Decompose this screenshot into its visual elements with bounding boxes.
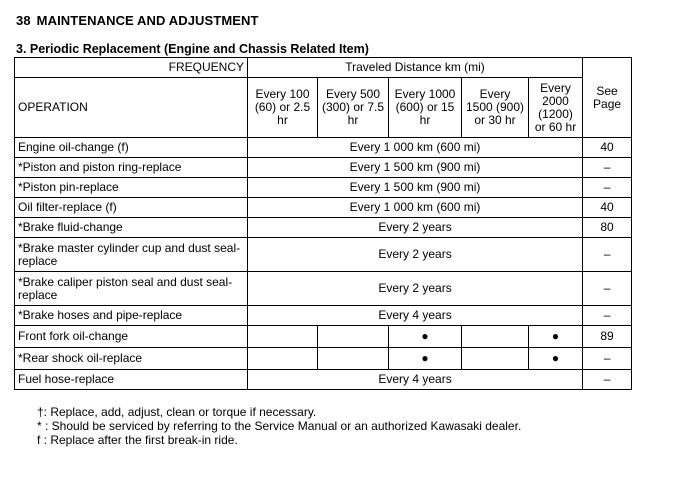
- page-cell: –: [583, 370, 632, 390]
- mark-cell: [318, 326, 389, 348]
- mark-cell: [462, 326, 529, 348]
- bullet-mark: ●: [389, 348, 462, 370]
- schedule-cell: Every 2 years: [248, 218, 583, 238]
- mark-cell: [248, 348, 318, 370]
- page-number: 38: [16, 13, 31, 28]
- page-title: MAINTENANCE AND ADJUSTMENT: [36, 13, 259, 28]
- operation-cell: *Brake caliper piston seal and dust seal-replace: [15, 272, 248, 306]
- footnote: †: Replace, add, adjust, clean or torque if necessary.: [37, 405, 317, 419]
- footnote: * : Should be serviced by referring to the Service Manual or an authorized Kawasaki dealer.: [37, 419, 522, 433]
- operation-cell: Oil filter-replace (f): [15, 198, 248, 218]
- mark-cell: [318, 348, 389, 370]
- table-row: [15, 370, 632, 390]
- table-row: [15, 218, 632, 238]
- page-cell: 89: [583, 326, 632, 348]
- schedule-cell: Every 4 years: [248, 370, 583, 390]
- section-title: 3. Periodic Replacement (Engine and Chassis Related Item): [16, 42, 369, 56]
- page-cell: 40: [583, 138, 632, 158]
- operation-cell: *Piston pin-replace: [15, 178, 248, 198]
- interval-header: Every 1000 (600) or 15 hr: [389, 78, 462, 138]
- bullet-mark: ●: [529, 348, 583, 370]
- distance-label: Traveled Distance km (mi): [248, 58, 583, 78]
- schedule-cell: Every 1 000 km (600 mi): [248, 138, 583, 158]
- schedule-cell: Every 4 years: [248, 306, 583, 326]
- table-row: [15, 178, 632, 198]
- operation-cell: *Brake fluid-change: [15, 218, 248, 238]
- operation-cell: Front fork oil-change: [15, 326, 248, 348]
- table-row: [15, 272, 632, 306]
- operation-cell: Fuel hose-replace: [15, 370, 248, 390]
- table-row: [15, 306, 632, 326]
- table-row: [15, 138, 632, 158]
- table-row: [15, 326, 632, 348]
- table-row: [15, 158, 632, 178]
- interval-header: Every 1500 (900) or 30 hr: [462, 78, 529, 138]
- page-cell: –: [583, 238, 632, 272]
- page-cell: 80: [583, 218, 632, 238]
- operation-cell: *Brake master cylinder cup and dust seal-replace: [15, 238, 248, 272]
- schedule-cell: Every 2 years: [248, 272, 583, 306]
- operation-cell: *Piston and piston ring-replace: [15, 158, 248, 178]
- page-cell: 40: [583, 198, 632, 218]
- table-row: [15, 238, 632, 272]
- page-cell: –: [583, 158, 632, 178]
- schedule-cell: Every 1 500 km (900 mi): [248, 158, 583, 178]
- page-cell: –: [583, 272, 632, 306]
- page-cell: –: [583, 348, 632, 370]
- operation-cell: *Rear shock oil-replace: [15, 348, 248, 370]
- operation-cell: *Brake hoses and pipe-replace: [15, 306, 248, 326]
- page-header: [16, 13, 259, 28]
- bullet-mark: ●: [529, 326, 583, 348]
- frequency-label: FREQUENCY: [15, 58, 248, 78]
- page-cell: –: [583, 306, 632, 326]
- schedule-cell: Every 1 000 km (600 mi): [248, 198, 583, 218]
- page-cell: –: [583, 178, 632, 198]
- interval-header: Every 2000 (1200) or 60 hr: [529, 78, 583, 138]
- see-page-label: See Page: [583, 58, 632, 138]
- table-header-row-2: [15, 78, 632, 138]
- interval-header: Every 500 (300) or 7.5 hr: [318, 78, 389, 138]
- replacement-table: [14, 57, 632, 390]
- footnotes: [37, 405, 521, 447]
- footnote: f : Replace after the first break-in ride.: [37, 433, 238, 447]
- schedule-cell: Every 1 500 km (900 mi): [248, 178, 583, 198]
- table-header-row-1: [15, 58, 632, 78]
- table-row: [15, 348, 632, 370]
- mark-cell: [462, 348, 529, 370]
- operation-cell: Engine oil-change (f): [15, 138, 248, 158]
- schedule-cell: Every 2 years: [248, 238, 583, 272]
- bullet-mark: ●: [389, 326, 462, 348]
- interval-header: Every 100 (60) or 2.5 hr: [248, 78, 318, 138]
- table-row: [15, 198, 632, 218]
- mark-cell: [248, 326, 318, 348]
- operation-label: OPERATION: [15, 78, 248, 138]
